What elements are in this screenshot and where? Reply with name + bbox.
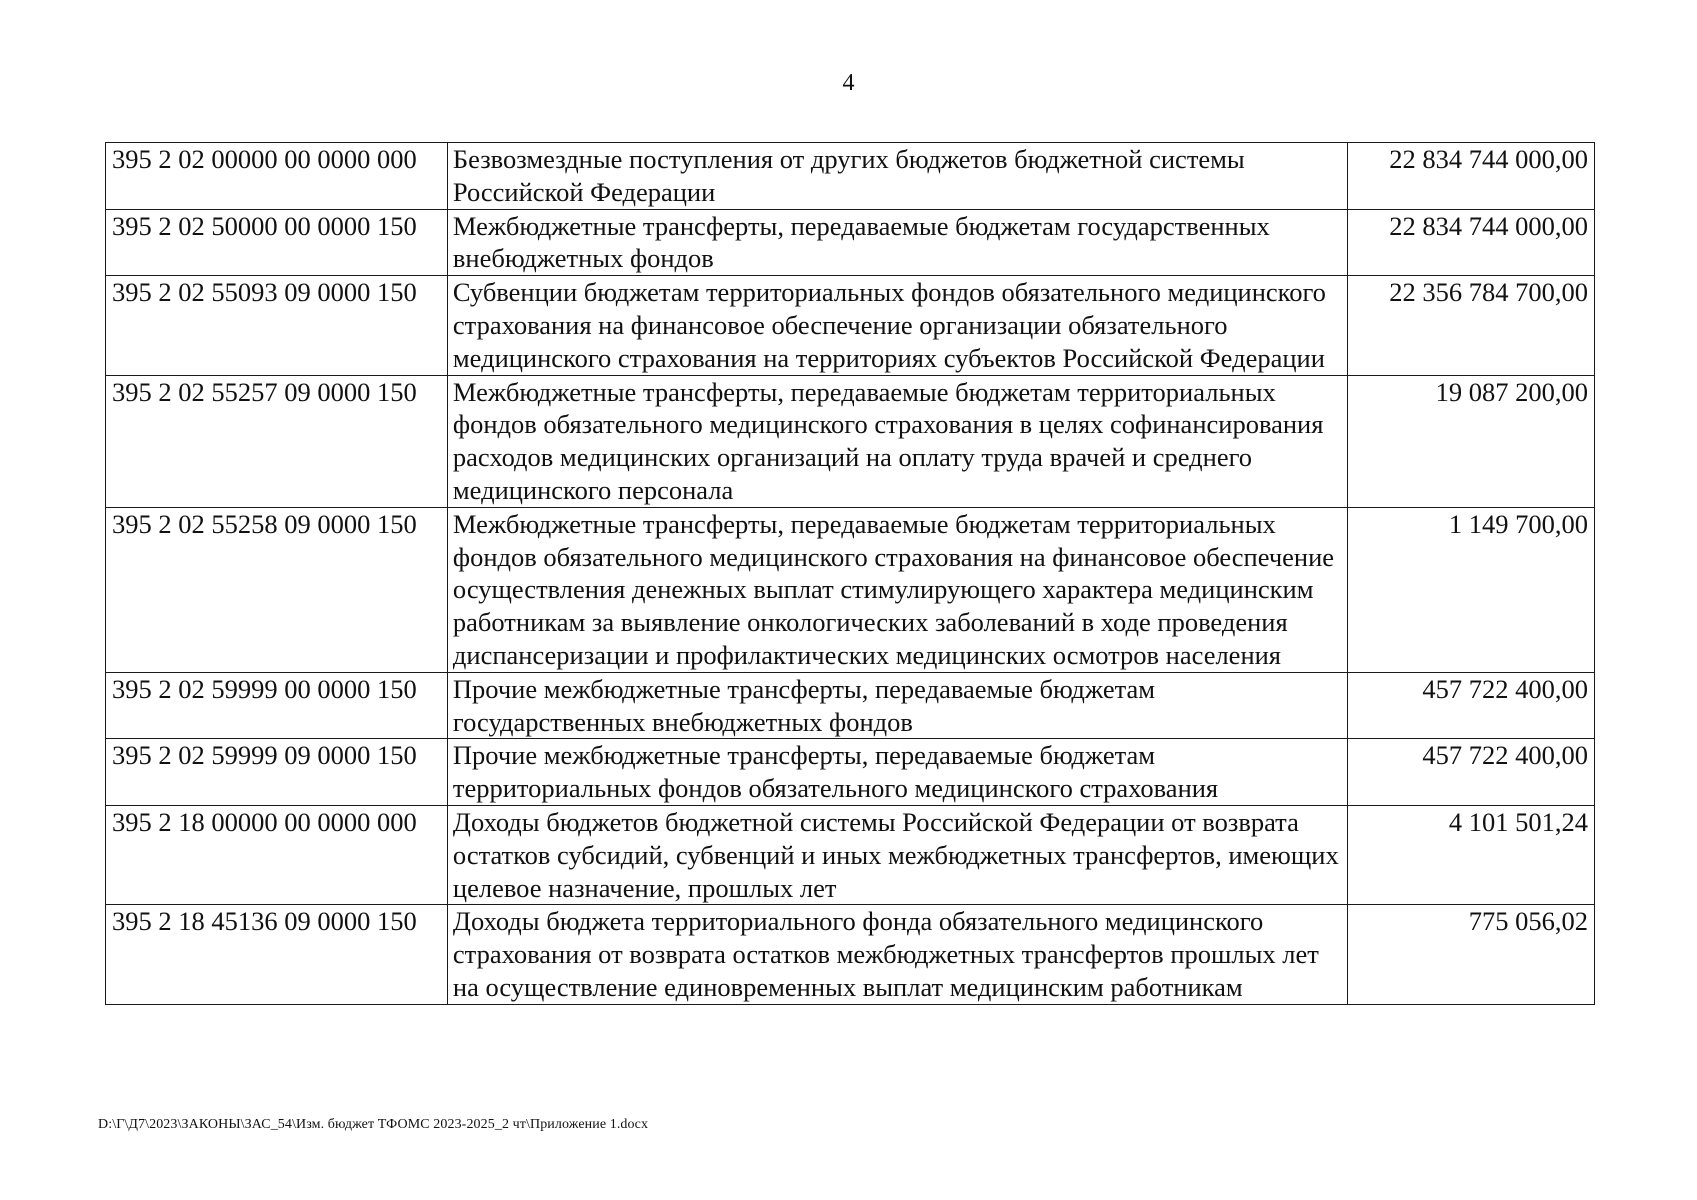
- amount-cell: 19 087 200,00: [1348, 375, 1595, 507]
- budget-revenue-table: [105, 142, 1595, 1005]
- description-cell: Прочие межбюджетные трансферты, передаваемые бюджетам государственных внебюджетных фондов: [447, 672, 1347, 739]
- description-cell: Межбюджетные трансферты, передаваемые бюджетам территориальных фондов обязательного медицинского страхования на финансовое обеспечение осуществления денежных выплат стимулирующего характера медицинским работникам за выявление онкологических заболеваний в ходе проведения диспансеризации и профилактических медицинских осмотров населения: [447, 507, 1347, 672]
- description-cell: Прочие межбюджетные трансферты, передаваемые бюджетам территориальных фондов обязательного медицинского страхования: [447, 739, 1347, 806]
- page-number: 4: [842, 70, 855, 96]
- amount-cell: 1 149 700,00: [1348, 507, 1595, 672]
- budget-code-cell: 395 2 02 55258 09 0000 150: [106, 507, 448, 672]
- table-row: [106, 905, 1595, 1004]
- amount-cell: 22 834 744 000,00: [1348, 209, 1595, 276]
- amount-cell: 22 834 744 000,00: [1348, 143, 1595, 210]
- budget-code-cell: 395 2 02 55093 09 0000 150: [106, 276, 448, 375]
- table-row: [106, 209, 1595, 276]
- description-cell: Межбюджетные трансферты, передаваемые бюджетам территориальных фондов обязательного медицинского страхования в целях софинансирования расходов медицинских организаций на оплату труда врачей и среднего медицинского персонала: [447, 375, 1347, 507]
- amount-cell: 775 056,02: [1348, 905, 1595, 1004]
- budget-code-cell: 395 2 02 55257 09 0000 150: [106, 375, 448, 507]
- amount-cell: 457 722 400,00: [1348, 739, 1595, 806]
- table-row: [106, 276, 1595, 375]
- description-cell: Доходы бюджетов бюджетной системы Российской Федерации от возврата остатков субсидий, субвенций и иных межбюджетных трансфертов, имеющих целевое назначение, прошлых лет: [447, 805, 1347, 904]
- table-row: [106, 805, 1595, 904]
- amount-cell: 22 356 784 700,00: [1348, 276, 1595, 375]
- table-row: [106, 143, 1595, 210]
- table-row: [106, 507, 1595, 672]
- budget-code-cell: 395 2 18 00000 00 0000 000: [106, 805, 448, 904]
- budget-code-cell: 395 2 02 50000 00 0000 150: [106, 209, 448, 276]
- budget-code-cell: 395 2 02 59999 00 0000 150: [106, 672, 448, 739]
- amount-cell: 4 101 501,24: [1348, 805, 1595, 904]
- budget-code-cell: 395 2 18 45136 09 0000 150: [106, 905, 448, 1004]
- description-cell: Безвозмездные поступления от других бюджетов бюджетной системы Российской Федерации: [447, 143, 1347, 210]
- document-file-path: D:\Г\Д7\2023\ЗАКОНЫ\ЗАС_54\Изм. бюджет ТФОМС 2023-2025_2 чт\Приложение 1.docx: [98, 1117, 649, 1132]
- table-row: [106, 739, 1595, 806]
- budget-code-cell: 395 2 02 00000 00 0000 000: [106, 143, 448, 210]
- description-cell: Межбюджетные трансферты, передаваемые бюджетам государственных внебюджетных фондов: [447, 209, 1347, 276]
- amount-cell: 457 722 400,00: [1348, 672, 1595, 739]
- table-row: [106, 672, 1595, 739]
- budget-code-cell: 395 2 02 59999 09 0000 150: [106, 739, 448, 806]
- description-cell: Доходы бюджета территориального фонда обязательного медицинского страхования от возврата остатков межбюджетных трансфертов прошлых лет на осуществление единовременных выплат медицинским работникам: [447, 905, 1347, 1004]
- description-cell: Субвенции бюджетам территориальных фондов обязательного медицинского страхования на финансовое обеспечение организации обязательного медицинского страхования на территориях субъектов Российской Федерации: [447, 276, 1347, 375]
- table-row: [106, 375, 1595, 507]
